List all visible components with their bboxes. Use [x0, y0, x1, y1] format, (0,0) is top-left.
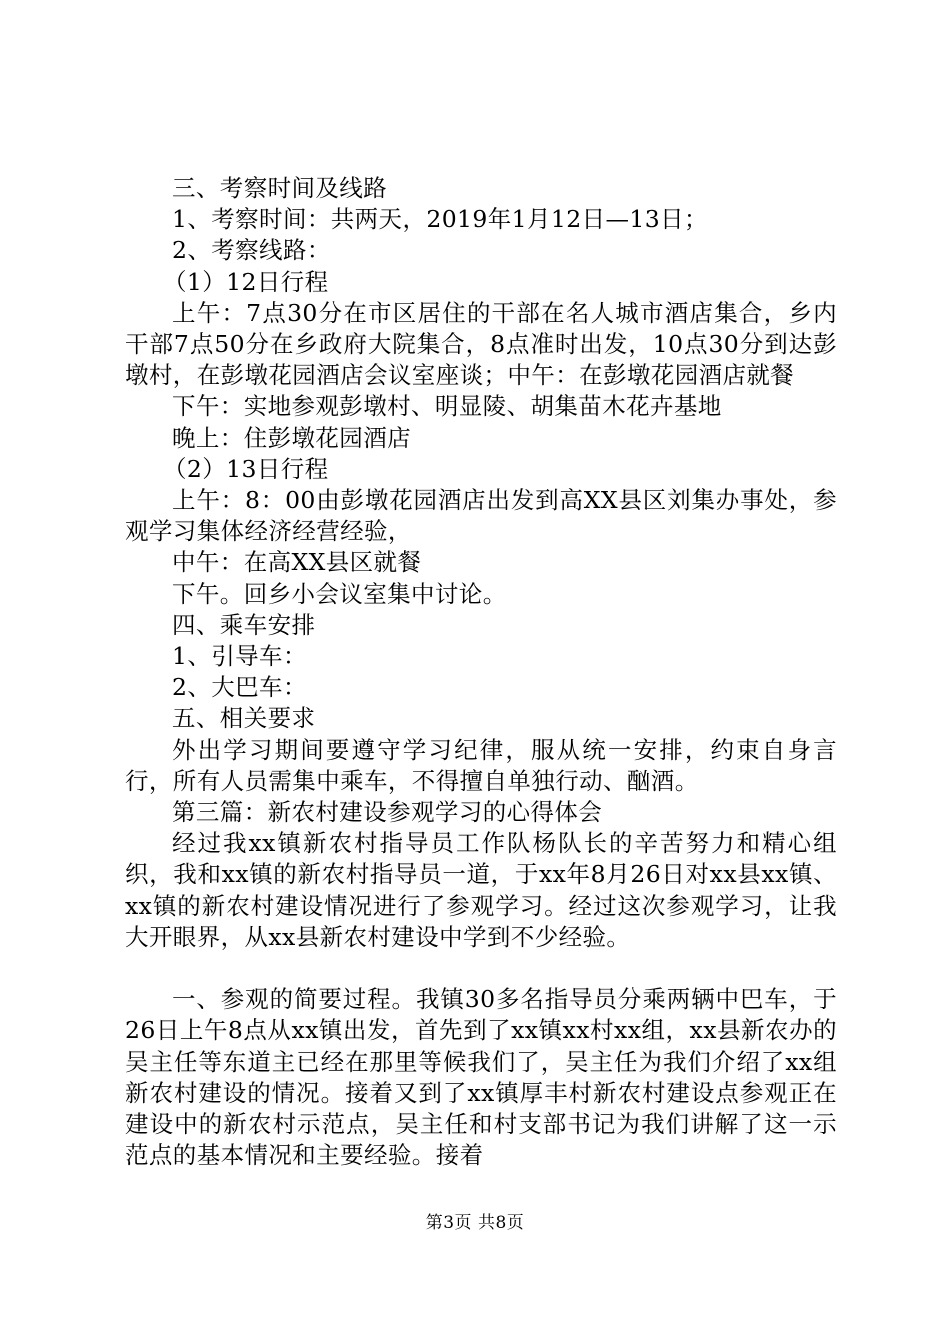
paragraph-intro: 经过我xx镇新农村指导员工作队杨队长的辛苦努力和精心组织，我和xx镇的新农村指导员一道，于xx年8月26日对xx县xx镇、xx镇的新农村建设情况进行了参观学习。经过这次参观学习，让我大开眼界，从xx县新农村建设中学到不少经验。	[125, 829, 837, 951]
page-footer	[0, 1212, 950, 1234]
paragraph-visit-process: 一、参观的简要过程。我镇30多名指导员分乘两辆中巴车，于26日上午8点从xx镇出发，首先到了xx镇xx村xx组，xx县新农办的吴主任等东道主已经在那里等候我们了，吴主任为我们介绍了xx组新农村建设的情况。接着又到了xx镇厚丰村新农村建设点参观正在建设中的新农村示范点，吴主任和村支部书记为我们讲解了这一示范点的基本情况和主要经验。接着	[125, 985, 837, 1170]
article-title-part-3: 第三篇：新农村建设参观学习的心得体会	[172, 798, 603, 827]
paragraph-inspection-route: 2、考察线路：	[172, 236, 331, 265]
subheading-day-12: （1）12日行程	[163, 267, 329, 296]
paragraph-day12-morning: 上午：7点30分在市区居住的干部在名人城市酒店集合，乡内干部7点50分在乡政府大院集合，8点准时出发，10点30分到达彭墩村，在彭墩花园酒店会议室座谈；中午：在彭墩花园酒店就餐	[125, 298, 837, 390]
paragraph-inspection-time: 1、考察时间：共两天，2019年1月12日—13日；	[172, 205, 708, 234]
paragraph-requirements: 外出学习期间要遵守学习纪律，服从统一安排，约束自身言行，所有人员需集中乘车，不得擅自单独行动、酗酒。	[125, 735, 837, 795]
section-heading-3: 三、考察时间及线路	[172, 174, 388, 202]
paragraph-day12-evening: 晚上：住彭墩花园酒店	[172, 423, 411, 452]
paragraph-day13-morning: 上午：8：00由彭墩花园酒店出发到高XX县区刘集办事处，参观学习集体经济经营经验，	[125, 486, 837, 546]
section-heading-4: 四、乘车安排	[172, 610, 316, 639]
subheading-day-13: （2）13日行程	[163, 454, 329, 483]
paragraph-day12-afternoon: 下午：实地参观彭墩村、明显陵、胡集苗木花卉基地	[172, 392, 722, 421]
paragraph-day13-afternoon: 下午。回乡小会议室集中讨论。	[172, 579, 507, 608]
page-number-label: 第3页 共8页	[425, 1213, 525, 1233]
paragraph-bus: 2、大巴车：	[172, 673, 307, 702]
section-heading-5: 五、相关要求	[172, 704, 316, 733]
paragraph-day13-noon: 中午：在高XX县区就餐	[172, 548, 422, 577]
paragraph-guide-car: 1、引导车：	[172, 642, 307, 671]
document-body	[125, 173, 837, 1171]
